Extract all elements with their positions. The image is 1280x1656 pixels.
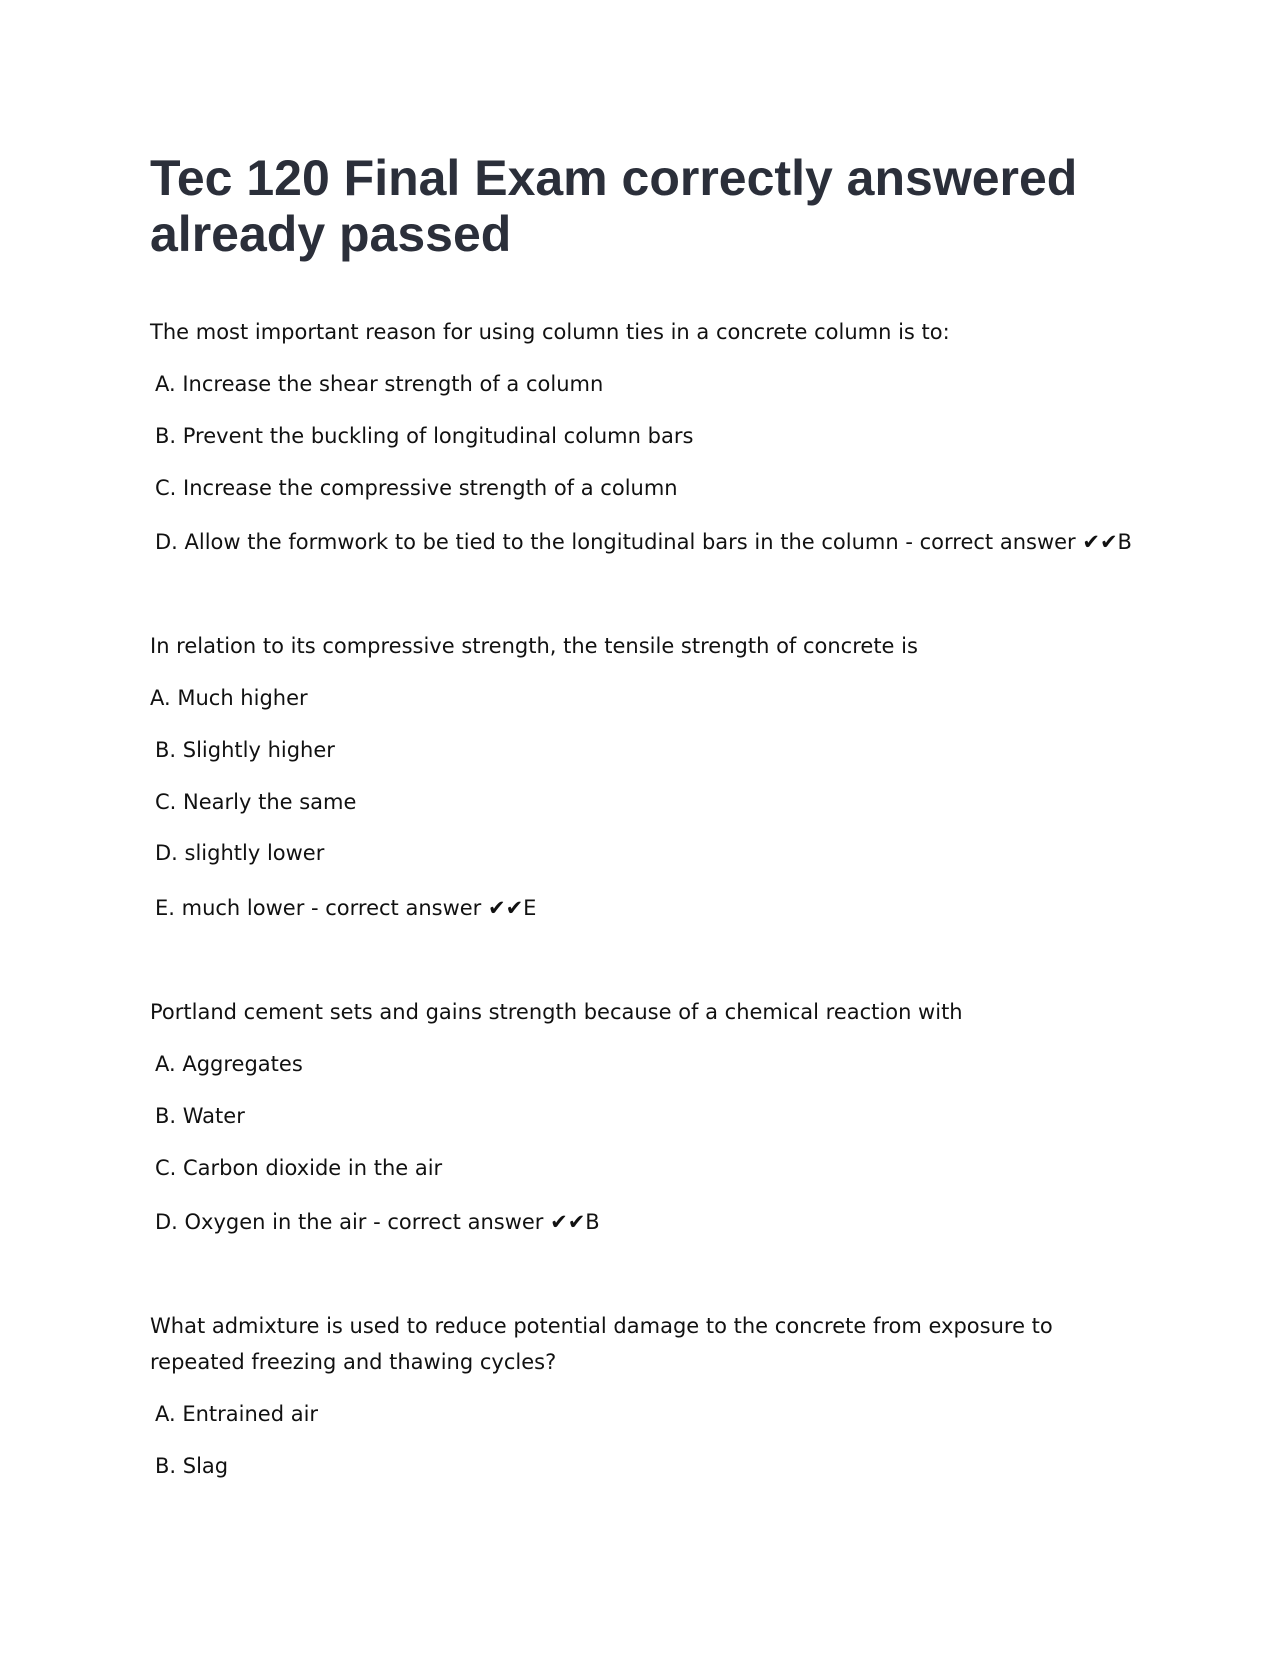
question-4-prompt: What admixture is used to reduce potential damage to the concrete from exposure to repeated freezing and thawing cycles? <box>150 1314 1053 1374</box>
question-1-option-b: B. Prevent the buckling of longitudinal column bars <box>155 424 694 448</box>
question-2-prompt: In relation to its compressive strength, the tensile strength of concrete is <box>150 634 918 658</box>
question-4-option-a: A. Entrained air <box>155 1402 319 1426</box>
question-1-prompt: The most important reason for using column ties in a concrete column is to: <box>150 320 950 344</box>
question-3-option-d: D. Oxygen in the air - correct answer ✔✔B <box>155 1210 600 1234</box>
question-3-prompt: Portland cement sets and gains strength because of a chemical reaction with <box>150 1000 963 1024</box>
question-1-option-a: A. Increase the shear strength of a column <box>155 372 604 396</box>
question-1-option-c: C. Increase the compressive strength of a column <box>155 476 678 500</box>
question-1-option-d: D. Allow the formwork to be tied to the longitudinal bars in the column - correct answer ✔✔B <box>155 530 1132 554</box>
question-3-option-c: C. Carbon dioxide in the air <box>155 1156 443 1180</box>
question-2-option-c: C. Nearly the same <box>155 790 357 814</box>
question-2-option-e: E. much lower - correct answer ✔✔E <box>155 896 537 920</box>
question-2-option-a: A. Much higher <box>150 686 308 710</box>
question-3-option-a: A. Aggregates <box>155 1052 303 1076</box>
document-title: Tec 120 Final Exam correctly answered already passed <box>150 150 1078 262</box>
question-3-option-b: B. Water <box>155 1104 245 1128</box>
question-4-option-b: B. Slag <box>155 1454 229 1478</box>
question-2-option-b: B. Slightly higher <box>155 738 335 762</box>
question-2-option-d: D. slightly lower <box>155 841 325 865</box>
